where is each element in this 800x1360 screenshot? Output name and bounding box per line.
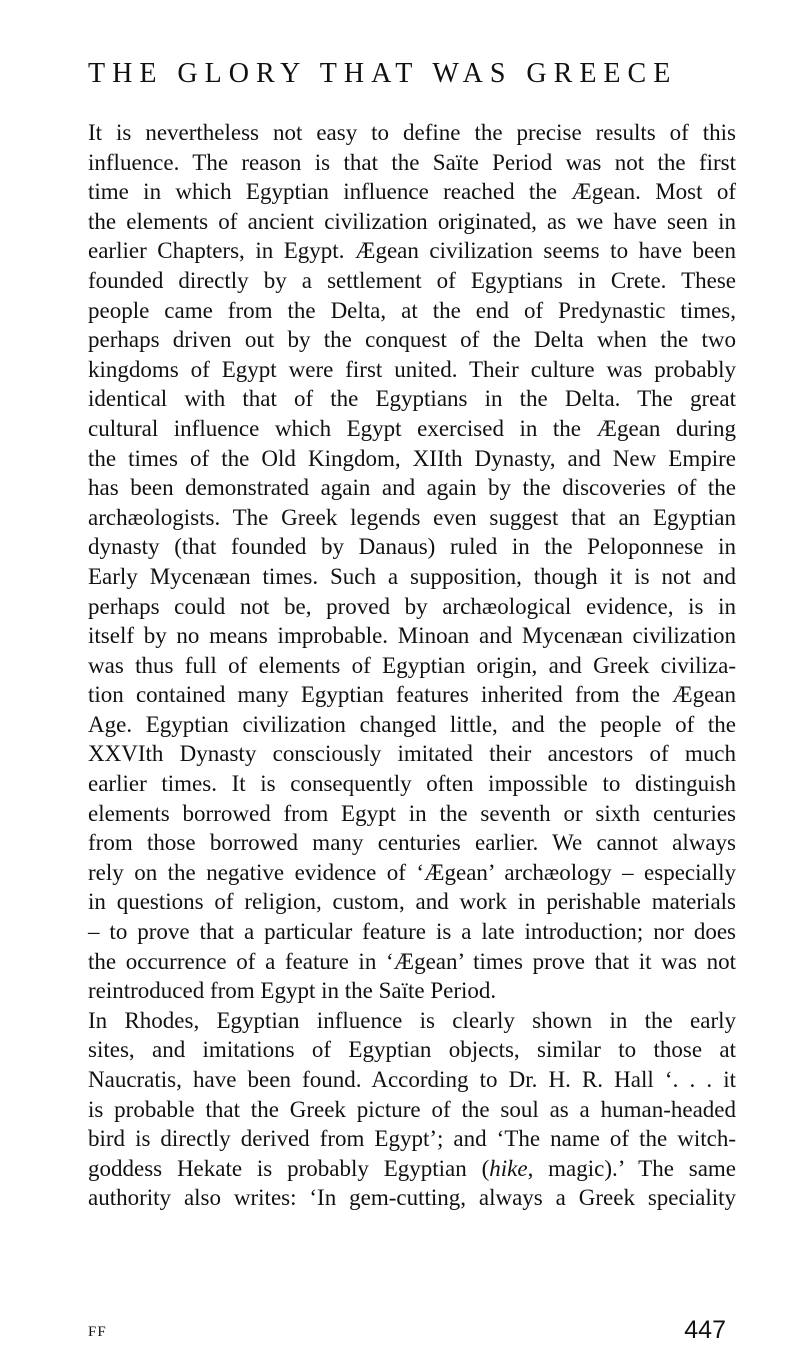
- text-line: elements borrowed from Egypt in the seventh or sixth centuries: [88, 800, 736, 826]
- text-line: was thus full of elements of Egyptian origin, and Greek civiliza-: [88, 652, 736, 678]
- signature-mark: FF: [88, 1324, 107, 1340]
- text-line: the elements of ancient civilization originated, as we have seen in: [88, 208, 736, 234]
- text-line: In Rhodes, Egyptian influence is clearly shown in the early: [88, 1007, 736, 1033]
- text-line: from those borrowed many centuries earlier. We cannot always: [88, 830, 736, 856]
- text-line: perhaps driven out by the conquest of the Delta when the two: [88, 327, 736, 353]
- text-line: people came from the Delta, at the end of Predynastic times,: [88, 297, 736, 323]
- page-footer: [88, 1318, 736, 1348]
- text-line: Early Mycenæan times. Such a supposition, though it is not and: [88, 563, 736, 589]
- text-line: It is nevertheless not easy to define the precise results of this: [88, 120, 736, 145]
- text-line: itself by no means improbable. Minoan and Mycenæan civilization: [88, 623, 736, 649]
- text-line: reintroduced from Egypt in the Saïte Period.: [88, 978, 497, 1004]
- text-line: founded directly by a settlement of Egyptians in Crete. These: [88, 267, 736, 293]
- text-line: rely on the negative evidence of ‘Ægean’ archæology – especially: [88, 859, 736, 885]
- text-line: Age. Egyptian civilization changed little, and the people of the: [88, 711, 736, 737]
- text-line: identical with that of the Egyptians in the Delta. The great: [88, 386, 736, 412]
- text-line: bird is directly derived from Egypt’; and ‘The name of the witch-: [88, 1126, 736, 1152]
- text-line: sites, and imitations of Egyptian objects, similar to those at: [88, 1037, 736, 1063]
- text-line: XXVIth Dynasty consciously imitated their ancestors of much: [88, 741, 736, 767]
- running-title: THE GLORY THAT WAS GREECE: [88, 58, 678, 89]
- text-line: tion contained many Egyptian features inherited from the Ægean: [88, 682, 736, 708]
- text-line: earlier times. It is consequently often impossible to distinguish: [88, 771, 736, 797]
- text-line: authority also writes: ‘In gem-cutting, always a Greek speciality: [88, 1185, 736, 1211]
- text-line: dynasty (that founded by Danaus) ruled in the Peloponnese in: [88, 534, 736, 560]
- text-line: Naucratis, have been found. According to Dr. H. R. Hall ‘. . . it: [88, 1067, 736, 1092]
- text-line: has been demonstrated again and again by the discoveries of the: [88, 475, 736, 501]
- text-line: archæologists. The Greek legends even suggest that an Egyptian: [88, 504, 736, 530]
- text-line: perhaps could not be, proved by archæological evidence, is in: [88, 593, 736, 619]
- text-line: – to prove that a particular feature is a late introduction; nor does: [88, 919, 736, 945]
- text-line: kingdoms of Egypt were first united. Their culture was probably: [88, 356, 736, 382]
- body-text: [88, 118, 736, 1213]
- text-line: cultural influence which Egypt exercised in the Ægean during: [88, 415, 736, 441]
- text-line: time in which Egyptian influence reached the Ægean. Most of: [88, 179, 736, 205]
- text-line: is probable that the Greek picture of the soul as a human-headed: [88, 1096, 736, 1122]
- text-line: earlier Chapters, in Egypt. Ægean civilization seems to have been: [88, 238, 736, 264]
- text-line: the times of the Old Kingdom, XIIth Dynasty, and New Empire: [88, 445, 736, 471]
- text-line: goddess Hekate is probably Egyptian (hike, magic).’ The same: [88, 1155, 736, 1181]
- text-line: influence. The reason is that the Saïte Period was not the first: [88, 149, 736, 175]
- text-line: in questions of religion, custom, and work in perishable materials: [88, 889, 736, 915]
- page-number: 447: [684, 1316, 726, 1344]
- text-line: the occurrence of a feature in ‘Ægean’ times prove that it was not: [88, 948, 736, 974]
